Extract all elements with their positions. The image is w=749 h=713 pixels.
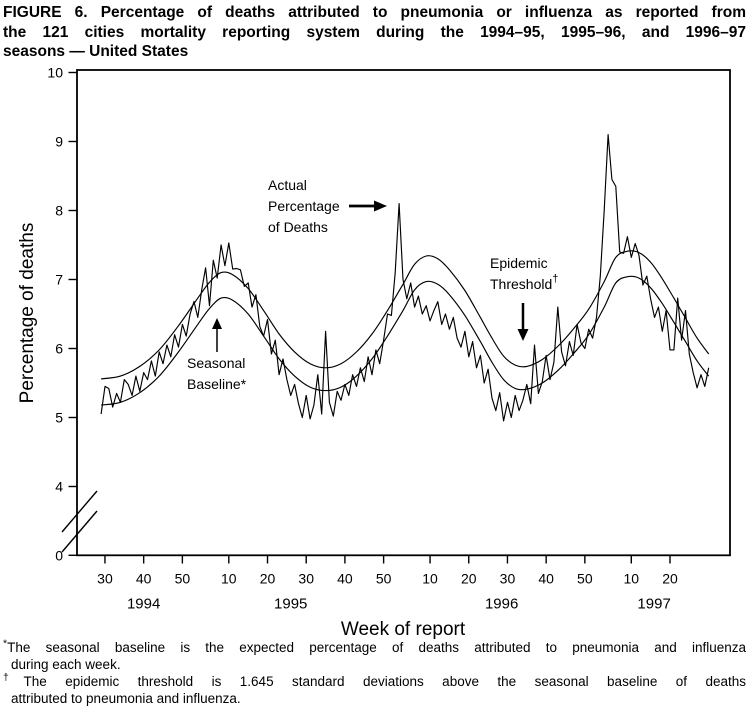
x-year-label: 1994 <box>126 595 161 613</box>
y-tick-label: 0 <box>55 547 63 564</box>
x-tick-label: 30 <box>499 570 516 587</box>
title-line-2: the 121 cities mortality reporting system during the 1994–95, 1995–96, and 1996–97 <box>3 23 746 41</box>
x-tick-label: 10 <box>221 570 237 587</box>
annotation-threshold-line2: Threshold† <box>490 273 559 292</box>
title-line-3: seasons — United States <box>3 43 189 60</box>
annotation-actual-line1: Actual <box>268 177 307 193</box>
plot-frame <box>77 70 730 555</box>
x-tick-label: 50 <box>375 570 392 587</box>
footnotes <box>3 639 746 707</box>
y-tick-label: 7 <box>55 271 63 288</box>
x-tick-label: 40 <box>135 570 152 587</box>
footnote-epidemic-threshold-line2: attributed to pneumonia and influenza. <box>11 691 241 706</box>
x-tick-label: 50 <box>577 570 593 587</box>
up-arrow-icon <box>212 318 222 352</box>
x-tick-label: 10 <box>422 570 438 587</box>
x-tick-label: 40 <box>538 570 554 587</box>
x-tick-label: 50 <box>174 570 191 587</box>
down-arrow-icon <box>518 303 529 341</box>
annotation-baseline-line1: Seasonal <box>187 355 246 371</box>
y-axis-ticks <box>47 65 77 564</box>
y-axis-break-icon <box>62 491 97 552</box>
footnote-seasonal-baseline-line2: during each week. <box>11 657 121 672</box>
footnote-seasonal-baseline-line1: *The seasonal baseline is the expected percentage of deaths attributed to pneumonia and influenza <box>3 637 746 655</box>
footnote-epidemic-threshold-line1: †The epidemic threshold is 1.645 standard deviations above the seasonal baseline of deaths <box>3 671 746 689</box>
x-tick-label: 40 <box>337 570 353 587</box>
x-tick-label: 20 <box>460 570 477 587</box>
y-tick-label: 4 <box>55 478 63 495</box>
annotation-actual-line3: of Deaths <box>268 219 328 235</box>
annotation-actual <box>268 177 387 235</box>
annotation-actual-line2: Percentage <box>268 198 340 214</box>
annotation-baseline-line2: Baseline* <box>187 376 247 392</box>
annotation-baseline <box>187 318 247 392</box>
y-tick-label: 9 <box>55 133 63 150</box>
y-axis-title: Percentage of deaths <box>17 222 38 404</box>
title-line-1: FIGURE 6. Percentage of deaths attributed to pneumonia or influenza as reported from <box>3 4 746 21</box>
y-tick-label: 8 <box>55 202 63 219</box>
right-arrow-icon <box>349 201 387 212</box>
x-axis-ticks <box>97 555 678 612</box>
x-tick-label: 10 <box>623 570 640 587</box>
y-tick-label: 6 <box>55 340 63 357</box>
annotation-threshold-line1: Epidemic <box>490 255 548 271</box>
dagger-marker: † <box>3 671 24 684</box>
x-tick-label: 20 <box>662 570 678 587</box>
x-year-label: 1995 <box>274 595 308 613</box>
y-tick-label: 10 <box>47 64 63 81</box>
annotation-threshold <box>490 255 558 341</box>
x-year-label: 1997 <box>637 595 671 613</box>
asterisk-marker: * <box>3 637 8 650</box>
x-tick-label: 20 <box>259 570 276 587</box>
x-year-label: 1996 <box>484 595 519 613</box>
y-tick-label: 5 <box>55 409 63 426</box>
x-tick-label: 30 <box>298 570 314 587</box>
x-axis-title: Week of report <box>340 619 466 640</box>
x-tick-label: 30 <box>97 570 113 587</box>
